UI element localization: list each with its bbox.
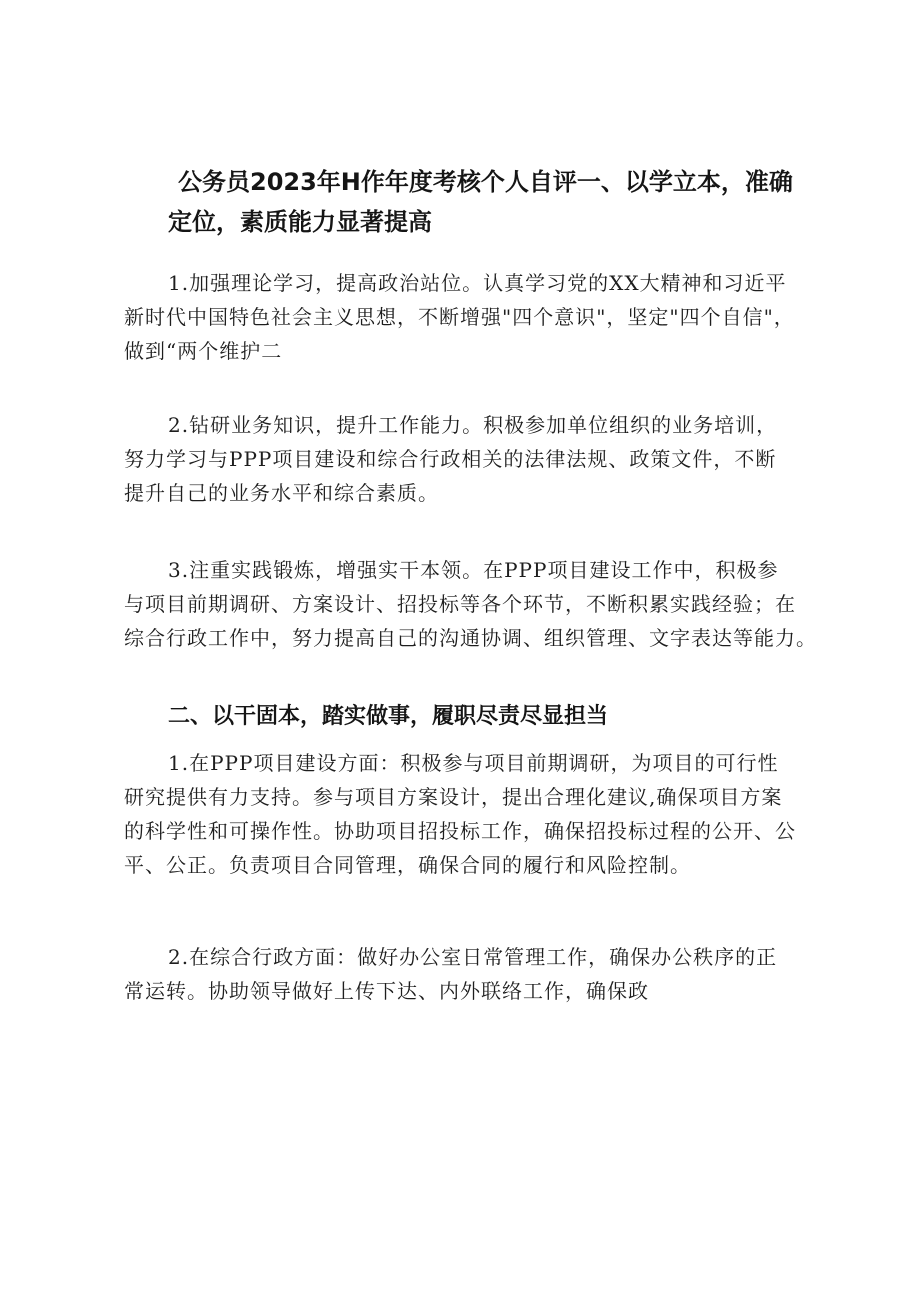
section-2-heading: 二、以干固本，踏实做事，履职尽责尽显担当 [168,704,609,729]
paragraph-line: 2.在综合行政方面：做好办公室日常管理工作，确保办公秩序的正 [168,945,778,969]
paragraph-line: 常运转。协助领导做好上传下达、内外联络工作，确保政 [124,979,649,1003]
document-title [168,162,828,242]
paragraph-1-1 [124,266,824,368]
paragraph-line: 做到“两个维护二 [124,339,283,363]
paragraph-line: 3.注重实践锻炼，增强实干本领。在PPP项目建设工作中，积极参 [168,558,779,582]
paragraph-line: 研究提供有力支持。参与项目方案设计，提出合理化建议,确保项目方案 [124,785,783,809]
paragraph-1-3 [124,553,824,655]
paragraph-line: 1.加强理论学习，提高政治站位。认真学习党的XX大精神和习近平 [168,271,787,295]
paragraph-line: 与项目前期调研、方案设计、招投标等各个环节，不断积累实践经验；在 [124,592,796,616]
paragraph-line: 1.在PPP项目建设方面：积极参与项目前期调研，为项目的可行性 [168,751,779,775]
paragraph-line: 2.钻研业务知识，提升工作能力。积极参加单位组织的业务培训， [168,413,778,437]
paragraph-line: 平、公正。负责项目合同管理，确保合同的履行和风险控制。 [124,853,691,877]
paragraph-line: 新时代中国特色社会主义思想，不断增强"四个意识"，坚定"四个自信"， [124,305,795,329]
title-line-1: 公务员2023年H作年度考核个人自评一、以学立本，准确 [178,168,793,196]
paragraph-1-2 [124,408,824,510]
title-line-2: 定位，素质能力显著提高 [168,208,432,236]
paragraph-2-2 [124,940,824,1008]
paragraph-2-1 [124,746,824,882]
paragraph-line: 提升自己的业务水平和综合素质。 [124,481,439,505]
paragraph-line: 的科学性和可操作性。协助项目招投标工作，确保招投标过程的公开、公 [124,819,796,843]
paragraph-line: 努力学习与PPP项目建设和综合行政相关的法律法规、政策文件，不断 [124,447,777,471]
paragraph-line: 综合行政工作中，努力提高自己的沟通协调、组织管理、文字表达等能力。 [124,626,817,650]
